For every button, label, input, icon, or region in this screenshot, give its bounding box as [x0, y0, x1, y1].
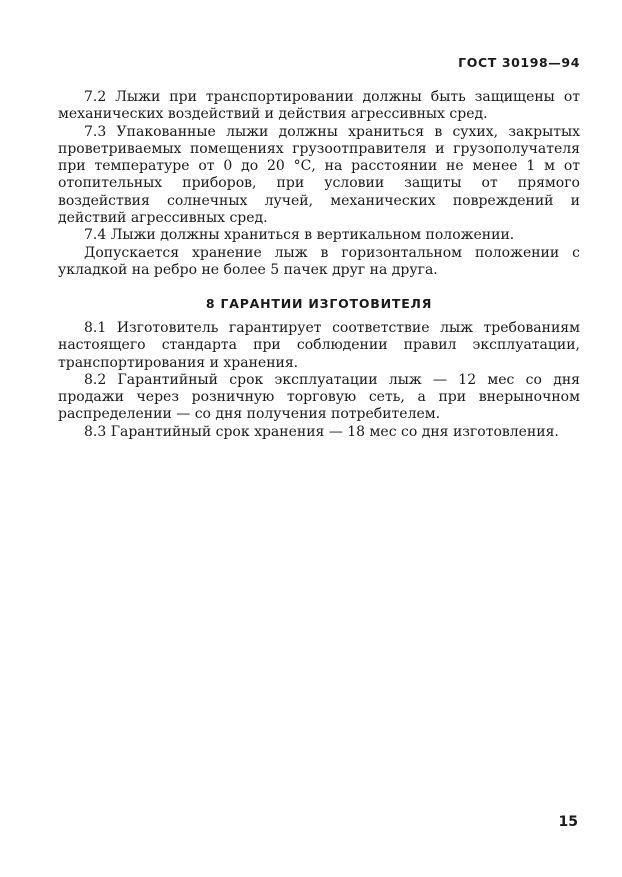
section-8-text [58, 320, 580, 441]
paragraph-8-2: 8.2 Гарантийный срок эксплуатации лыж — 12 мес со дня продажи через розничную торговую сеть, а при внерыночном распределении — со дня получения потребителем. [58, 371, 580, 423]
standard-code-header: ГОСТ 30198—94 [458, 55, 580, 70]
section-8-title: 8 ГАРАНТИИ ИЗГОТОВИТЕЛЯ [205, 296, 433, 311]
paragraph-7-4-note: Допускается хранение лыж в горизонтальном положении с укладкой на ребро не более 5 пачек друг на друга. [58, 244, 580, 278]
paragraph-7-3: 7.3 Упакованные лыжи должны храниться в сухих, закрытых проветриваемых помещениях грузоотправителя и грузополучателя при температуре от 0 до 20 °С, на расстоянии не менее 1 м от отопительных приборов, при условии защиты от прямого воздействия солнечных лучей, механических повреждений и действий агрессивных сред. [58, 123, 580, 227]
page-number: 15 [558, 814, 578, 830]
paragraph-8-3: 8.3 Гарантийный срок хранения — 18 мес со дня изготовления. [84, 423, 559, 440]
section-7-text [58, 89, 580, 279]
paragraph-7-4: 7.4 Лыжи должны храниться в вертикальном положении. [84, 227, 515, 244]
paragraph-8-1: 8.1 Изготовитель гарантирует соответствие лыж требованиям настоящего стандарта при соблюдении правил эксплуатации, транспортирования и хранения. [58, 320, 580, 371]
paragraph-7-2: 7.2 Лыжи при транспортировании должны быть защищены от механических воздействий и действия агрессивных сред. [58, 89, 580, 123]
